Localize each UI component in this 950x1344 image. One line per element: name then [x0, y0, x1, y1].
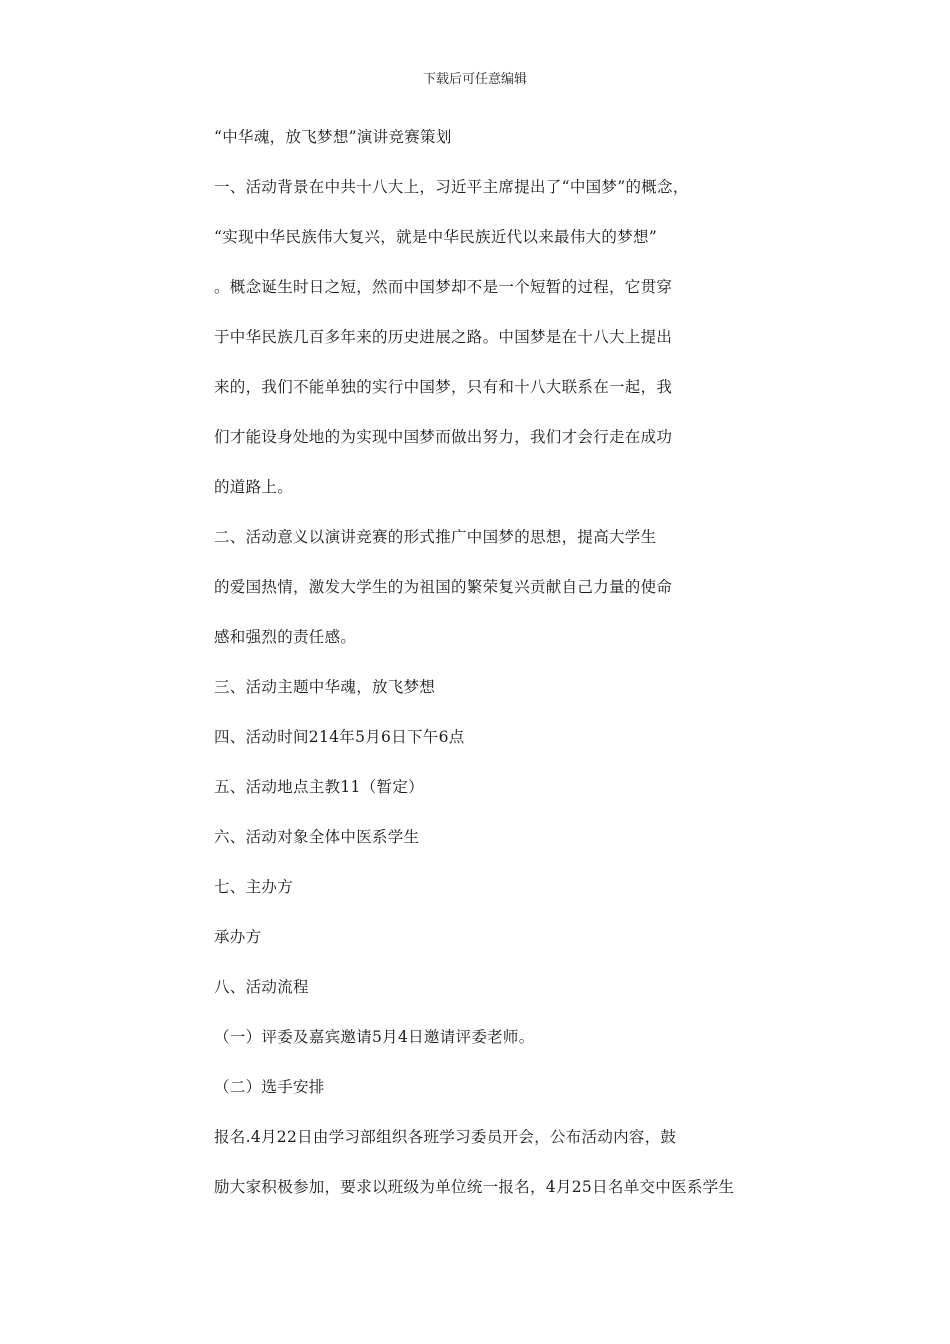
paragraph-line: “实现中华民族伟大复兴，就是中华民族近代以来最伟大的梦想”: [214, 228, 658, 246]
paragraph-line: 一、活动背景在中共十八大上，习近平主席提出了“中国梦”的概念，: [214, 178, 689, 196]
paragraph-line: 报名.4月22日由学习部组织各班学习委员开会，公布活动内容，鼓: [214, 1128, 677, 1146]
section-heading: 七、主办方: [214, 878, 294, 896]
section-heading: 六、活动对象全体中医系学生: [214, 828, 420, 846]
paragraph-line: 感和强烈的责任感。: [214, 628, 357, 646]
document-title: “中华魂，放飞梦想”演讲竞赛策划: [214, 128, 452, 146]
paragraph-line: 的爱国热情，激发大学生的为祖国的繁荣复兴贡献自己力量的使命: [214, 578, 673, 596]
paragraph-line: 来的，我们不能单独的实行中国梦，只有和十八大联系在一起，我: [214, 378, 673, 396]
paragraph-line: 们才能设身处地的为实现中国梦而做出努力，我们才会行走在成功: [214, 428, 673, 446]
paragraph-line: 。概念诞生时日之短，然而中国梦却不是一个短暂的过程，它贯穿: [214, 278, 673, 296]
section-heading: 八、活动流程: [214, 978, 309, 996]
section-heading: 三、活动主题中华魂，放飞梦想: [214, 678, 436, 696]
paragraph-line: 于中华民族几百多年来的历史进展之路。中国梦是在十八大上提出: [214, 328, 673, 346]
header-note: 下载后可任意编辑: [422, 72, 527, 87]
paragraph-line: 二、活动意义以演讲竞赛的形式推广中国梦的思想，提高大学生: [214, 528, 657, 546]
sub-heading: （一）评委及嘉宾邀请5月4日邀请评委老师。: [214, 1028, 535, 1046]
paragraph-line: 的道路上。: [214, 478, 294, 496]
paragraph-line: 承办方: [214, 928, 262, 946]
document-body: [214, 124, 814, 1224]
sub-heading: （二）选手安排: [214, 1078, 325, 1096]
section-heading: 五、活动地点主教11（暂定）: [214, 778, 424, 796]
section-heading: 四、活动时间214年5月6日下午6点: [214, 728, 465, 746]
paragraph-line: 励大家积极参加，要求以班级为单位统一报名，4月25日名单交中医系学生: [214, 1178, 735, 1196]
